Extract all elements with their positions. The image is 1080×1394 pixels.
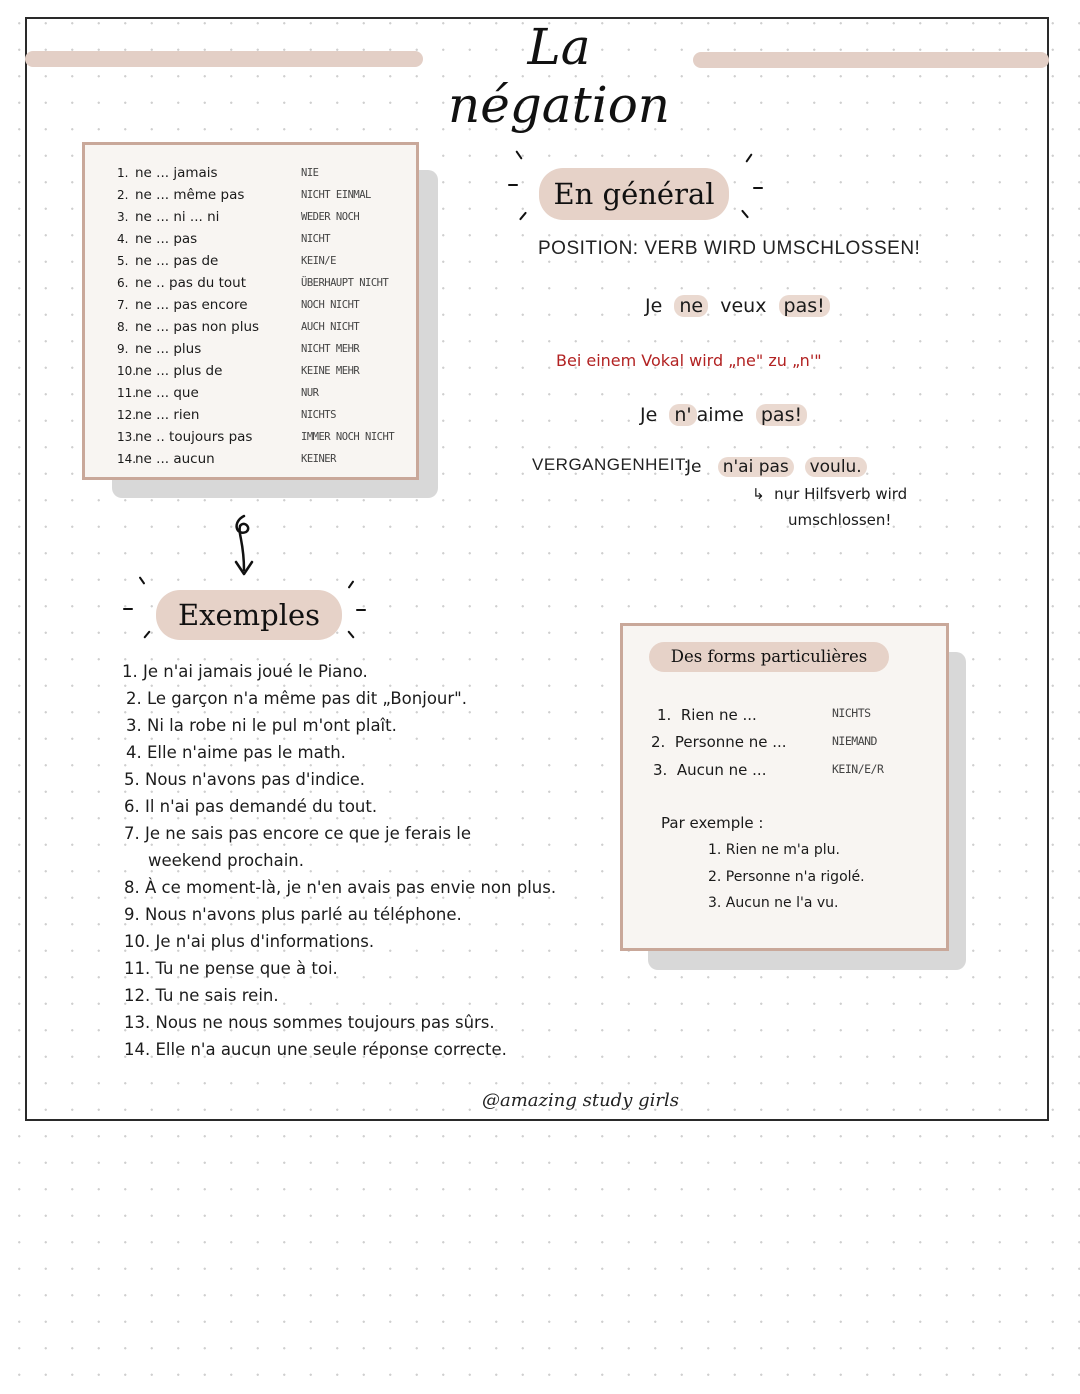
vowel-rule: Bei einem Vokal wird „ne" zu „n'" xyxy=(556,351,822,370)
past-label: VERGANGENHEIT: xyxy=(532,455,690,474)
table-row: 4. ne ... pas xyxy=(117,231,198,247)
table-row-translation: NICHT EINMAL xyxy=(301,189,371,201)
table-row: 1. ne ... jamais xyxy=(117,165,218,181)
table-row: 14.ne ... aucun xyxy=(117,451,215,467)
example-label: Par exemple : xyxy=(661,814,764,832)
hook-arrow-icon: ↳ xyxy=(752,485,765,503)
table-row-translation: AUCH NICHT xyxy=(301,321,360,333)
example-sentence: 7. Je ne sais pas encore ce que je ferais le xyxy=(124,824,472,843)
particular-row-translation: NICHTS xyxy=(832,706,871,720)
table-row-translation: KEINER xyxy=(301,453,336,465)
table-row: 9. ne ... plus xyxy=(117,341,202,357)
particular-heading: Des forms particulières xyxy=(649,642,889,672)
example-sentence: 13. Nous ne nous sommes toujours pas sûrs. xyxy=(124,1013,495,1032)
example-sentence: 10. Je n'ai plus d'informations. xyxy=(124,932,375,951)
table-row-translation: IMMER NOCH NICHT xyxy=(301,431,395,443)
table-row-translation: ÜBERHAUPT NICHT xyxy=(301,277,389,289)
table-row-translation: KEINE MEHR xyxy=(301,365,360,377)
table-row-translation: NICHT xyxy=(301,233,331,245)
particular-row: 2. Personne ne ... xyxy=(651,733,787,751)
table-row-translation: KEIN/E xyxy=(301,255,336,267)
table-row-translation: NICHT MEHR xyxy=(301,343,360,355)
past-note: ↳ nur Hilfsverb wird xyxy=(752,485,908,503)
table-row: 13.ne .. toujours pas xyxy=(117,429,253,445)
curly-arrow-icon xyxy=(226,508,262,580)
example-je-ne-veux-pas: Je ne veux pas! xyxy=(645,295,830,317)
example-sentence: 4. Elle n'aime pas le math. xyxy=(126,743,346,762)
title-bar-left xyxy=(25,51,423,67)
particular-row: 1. Rien ne ... xyxy=(657,706,757,724)
particular-example: 2. Personne n'a rigolé. xyxy=(708,869,865,885)
example-sentence: 8. À ce moment-là, je n'en avais pas envie non plus. xyxy=(124,878,557,897)
example-past: Je n'ai pas voulu. xyxy=(686,457,867,477)
table-row-translation: NICHTS xyxy=(301,409,336,421)
deco-stroke xyxy=(508,184,518,186)
particular-example: 1. Rien ne m'a plu. xyxy=(708,842,840,858)
example-sentence: 11. Tu ne pense que à toi. xyxy=(124,959,338,978)
table-row: 3. ne ... ni ... ni xyxy=(117,209,220,225)
table-row-translation: NIE xyxy=(301,167,319,179)
deco-stroke xyxy=(356,609,366,611)
example-sentence: 14. Elle n'a aucun une seule réponse correcte. xyxy=(124,1040,507,1059)
table-row-translation: NUR xyxy=(301,387,319,399)
table-row: 8. ne ... pas non plus xyxy=(117,319,260,335)
table-row: 2. ne ... même pas xyxy=(117,187,245,203)
table-row: 10.ne ... plus de xyxy=(117,363,223,379)
example-sentence: 1. Je n'ai jamais joué le Piano. xyxy=(122,662,368,681)
example-sentence: 5. Nous n'avons pas d'indice. xyxy=(124,770,365,789)
example-sentence: 9. Nous n'avons plus parlé au téléphone. xyxy=(124,905,462,924)
example-sentence: weekend prochain. xyxy=(148,851,305,870)
particular-row: 3. Aucun ne ... xyxy=(653,761,767,779)
table-row: 5. ne ... pas de xyxy=(117,253,219,269)
example-je-naime-pas: Je n' aime pas! xyxy=(640,404,807,426)
table-row: 11.ne ... que xyxy=(117,385,199,401)
general-heading: En général xyxy=(539,168,729,220)
table-row: 7. ne ... pas encore xyxy=(117,297,248,313)
example-sentence: 3. Ni la robe ni le pul m'ont plaît. xyxy=(126,716,397,735)
table-row-translation: NOCH NICHT xyxy=(301,299,360,311)
signature: @amazing study girls xyxy=(482,1090,679,1111)
examples-heading: Exemples xyxy=(156,590,342,640)
particular-card xyxy=(620,623,949,951)
particular-row-translation: KEIN/E/R xyxy=(832,762,884,776)
example-sentence: 6. Il n'ai pas demandé du tout. xyxy=(124,797,378,816)
negation-table-card xyxy=(82,142,419,480)
particular-example: 3. Aucun ne l'a vu. xyxy=(708,895,839,911)
position-rule: POSITION: VERB WIRD UMSCHLOSSEN! xyxy=(538,238,921,259)
table-row: 6. ne .. pas du tout xyxy=(117,275,247,291)
page-title: La négation xyxy=(448,18,670,134)
deco-stroke xyxy=(753,187,763,189)
table-row-translation: WEDER NOCH xyxy=(301,211,360,223)
example-sentence: 12. Tu ne sais rein. xyxy=(124,986,279,1005)
deco-stroke xyxy=(123,608,133,610)
past-note-line2: umschlossen! xyxy=(788,511,892,529)
particular-row-translation: NIEMAND xyxy=(832,734,877,748)
table-row: 12.ne ... rien xyxy=(117,407,200,423)
title-bar-right xyxy=(693,52,1049,68)
example-sentence: 2. Le garçon n'a même pas dit „Bonjour". xyxy=(126,689,467,708)
